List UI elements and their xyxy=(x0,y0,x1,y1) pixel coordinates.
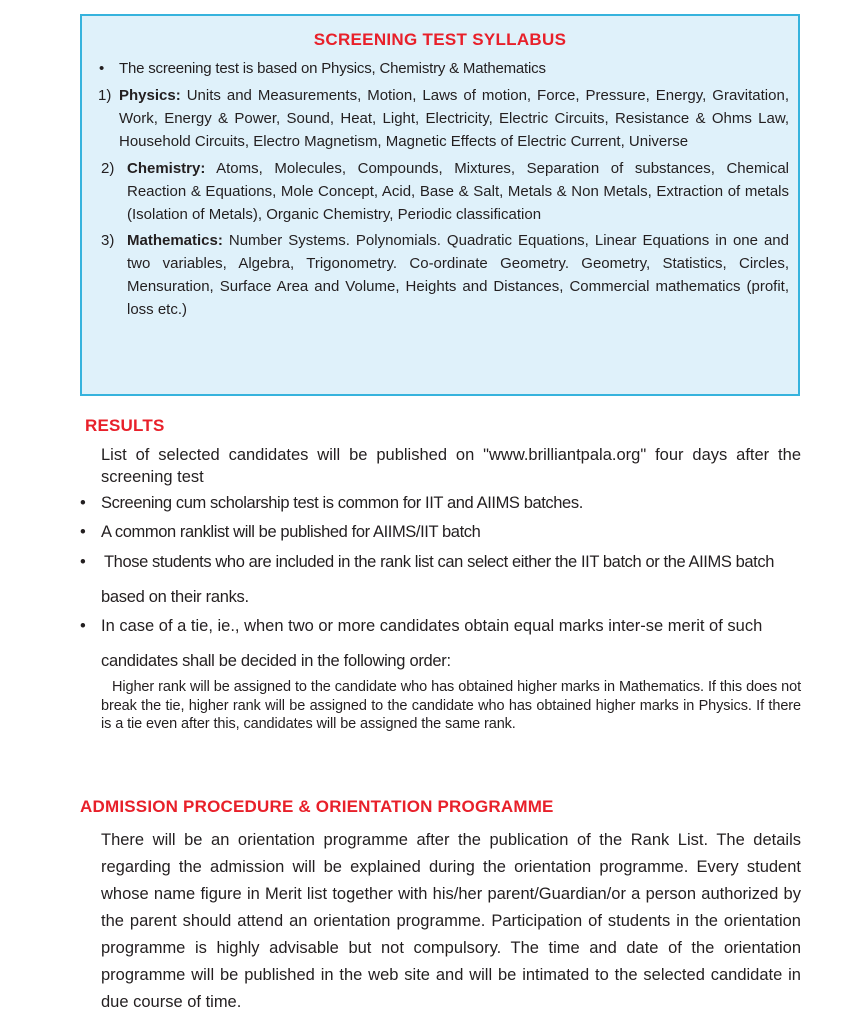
results-bullet-text: A common ranklist will be published for AIIMS/IIT batch xyxy=(101,523,481,541)
results-bullet-continuation: candidates shall be decided in the following order: xyxy=(101,652,451,670)
syllabus-item-chemistry xyxy=(101,157,789,226)
syllabus-item-physics xyxy=(98,84,789,153)
syllabus-intro-text: The screening test is based on Physics, Chemistry & Mathematics xyxy=(119,60,546,77)
admission-body: There will be an orientation programme after the publication of the Rank List. The details regarding the admission will be explained during the orientation programme. Every student whose name figure in Merit list together with his/her parent/Guardian/or a person authorized by the parent should attend an orientation programme. Participation of students in the orientation programme is highly advisable but not compulsory. The time and date of the orientation programme will be published in the web site and will be intimated to the selected candidate in due course of time. xyxy=(101,831,801,1011)
syllabus-item-mathematics xyxy=(101,229,789,321)
item-number: 3) xyxy=(101,232,115,249)
bullet-icon: • xyxy=(99,60,105,77)
bullet-icon: • xyxy=(80,523,86,541)
bullet-icon: • xyxy=(80,617,86,635)
bullet-icon: • xyxy=(80,494,86,512)
item-number: 1) xyxy=(98,87,112,104)
subject-label: Chemistry: xyxy=(127,160,206,177)
subject-topics: Number Systems. Polynomials. Quadratic Equations, Linear Equations in one and two variables, Algebra, Trigonometry. Co-ordinate Geometry. Geometry, Statistics, Circles, Mensuration, Surface Area and Volume, Heights and Distances, Commercial mathematics (profit, loss etc.) xyxy=(127,232,789,318)
syllabus-box xyxy=(80,14,800,396)
subject-topics: Atoms, Molecules, Compounds, Mixtures, Separation of substances, Chemical Reaction & Equations, Mole Concept, Acid, Base & Salt, Metals & Non Metals, Extraction of metals (Isolation of Metals), Organic Chemistry, Periodic classification xyxy=(127,160,789,223)
results-bullet-continuation: based on their ranks. xyxy=(101,588,249,606)
item-number: 2) xyxy=(101,160,115,177)
syllabus-intro xyxy=(99,60,546,77)
tie-break-note: Higher rank will be assigned to the candidate who has obtained higher marks in Mathematics. If this does not break the tie, higher rank will be assigned to the candidate who has obtained higher marks in Physics. If there is a tie even after this, candidates will be assigned the same rank. xyxy=(101,679,801,732)
results-bullet-text: Those students who are included in the rank list can select either the IIT batch or the AIIMS batch xyxy=(104,553,774,571)
results-intro: List of selected candidates will be published on "www.brilliantpala.org" four days after the screening test xyxy=(101,446,801,486)
results-bullet-text: In case of a tie, ie., when two or more candidates obtain equal marks inter-se merit of such xyxy=(101,617,763,635)
admission-heading: ADMISSION PROCEDURE & ORIENTATION PROGRAMME xyxy=(80,797,554,816)
subject-topics: Units and Measurements, Motion, Laws of motion, Force, Pressure, Energy, Gravitation, Work, Energy & Power, Sound, Heat, Light, Electricity, Electric Circuits, Resistance & Ohms Law, Household Circuits, Electro Magnetism, Magnetic Effects of Electric Current, Universe xyxy=(119,87,789,150)
subject-label: Physics: xyxy=(119,87,181,104)
results-bullet-text: Screening cum scholarship test is common for IIT and AIIMS batches. xyxy=(101,494,583,512)
syllabus-title: SCREENING TEST SYLLABUS xyxy=(313,30,567,49)
results-heading: RESULTS xyxy=(85,416,165,435)
subject-label: Mathematics: xyxy=(127,232,223,249)
bullet-icon: • xyxy=(80,553,86,571)
